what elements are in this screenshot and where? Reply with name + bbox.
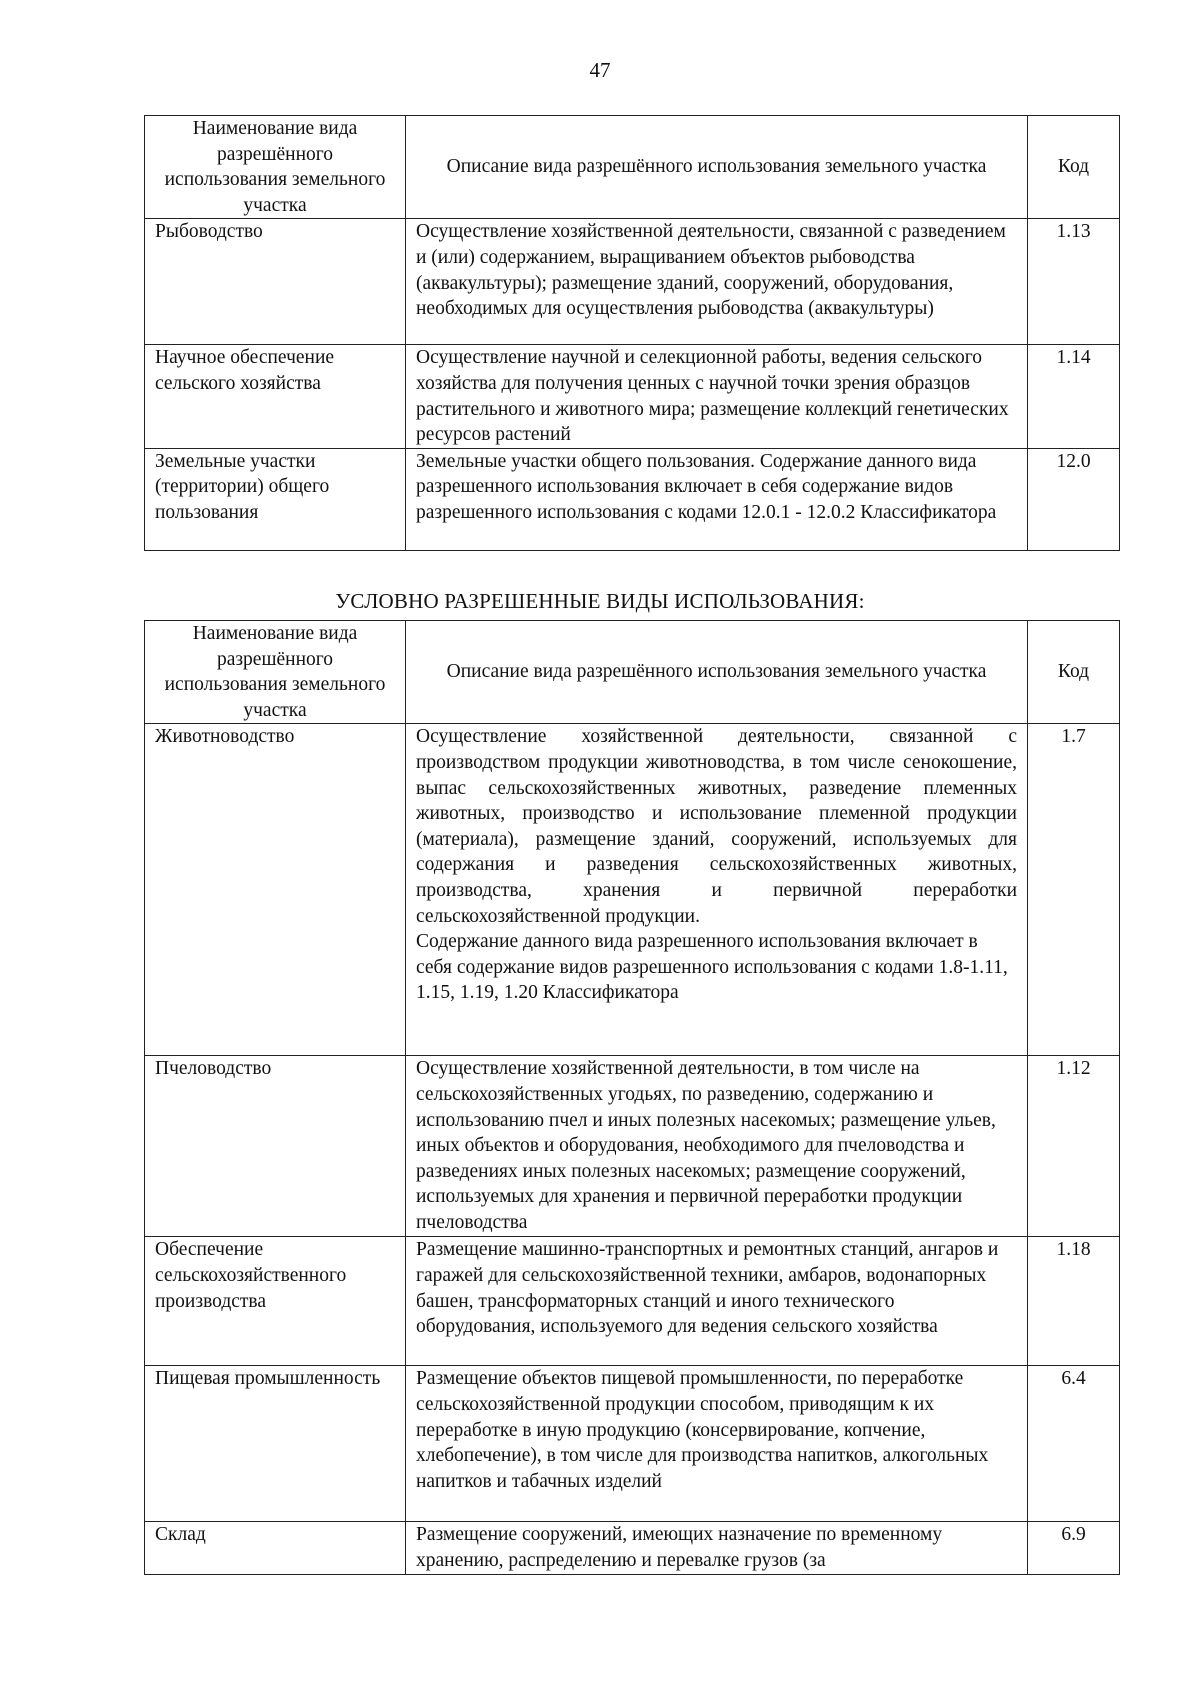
row-name: Обеспечение сельскохозяйственного производства bbox=[145, 1237, 406, 1366]
row-description: Размещение сооружений, имеющих назначение по временному хранению, распределению и перевалке грузов (за bbox=[406, 1522, 1028, 1574]
row-name: Рыбоводство bbox=[145, 219, 406, 345]
conditional-use-table bbox=[144, 620, 1120, 1575]
row-code: 1.14 bbox=[1028, 345, 1120, 448]
row-name: Пчеловодство bbox=[145, 1056, 406, 1237]
table-header-row bbox=[145, 116, 1120, 219]
table-row bbox=[145, 345, 1120, 448]
row-name: Животноводство bbox=[145, 724, 406, 1056]
table-row bbox=[145, 1237, 1120, 1366]
row-code: 1.7 bbox=[1028, 724, 1120, 1056]
table-row bbox=[145, 448, 1120, 550]
row-description: Осуществление научной и селекционной работы, ведения сельского хозяйства для получения ценных с научной точки зрения образцов растительного и животного мира; размещение коллекций генетических ресурсов растений bbox=[406, 345, 1028, 448]
table-row bbox=[145, 1056, 1120, 1237]
row-description: Размещение машинно-транспортных и ремонтных станций, ангаров и гаражей для сельскохозяйственной техники, амбаров, водонапорных башен, трансформаторных станций и иного технического оборудования, используемого для ведения сельского хозяйства bbox=[406, 1237, 1028, 1366]
row-description: Осуществление хозяйственной деятельности, связанной с разведением и (или) содержанием, выращиванием объектов рыбоводства (аквакультуры); размещение зданий, сооружений, оборудования, необходимых для осуществления рыбоводства (аквакультуры) bbox=[406, 219, 1028, 345]
header-name: Наименование вида разрешённого использования земельного участка bbox=[145, 621, 406, 724]
row-description: Земельные участки общего пользования. Содержание данного вида разрешенного использования включает в себя содержание видов разрешенного использования с кодами 12.0.1 - 12.0.2 Классификатора bbox=[406, 448, 1028, 550]
row-name: Пищевая промышленность bbox=[145, 1366, 406, 1522]
table-row bbox=[145, 1522, 1120, 1574]
row-name: Научное обеспечение сельского хозяйства bbox=[145, 345, 406, 448]
row-code: 1.18 bbox=[1028, 1237, 1120, 1366]
permitted-use-table bbox=[144, 115, 1120, 551]
row-description: Размещение объектов пищевой промышленности, по переработке сельскохозяйственной продукции способом, приводящим к их переработке в иную продукцию (консервирование, копчение, хлебопечение), в том числе для производства напитков, алкогольных напитков и табачных изделий bbox=[406, 1366, 1028, 1522]
header-description: Описание вида разрешённого использования земельного участка bbox=[406, 621, 1028, 724]
table-row bbox=[145, 219, 1120, 345]
row-code: 12.0 bbox=[1028, 448, 1120, 550]
row-name: Склад bbox=[145, 1522, 406, 1574]
row-code: 6.4 bbox=[1028, 1366, 1120, 1522]
row-code: 1.13 bbox=[1028, 219, 1120, 345]
row-description-paragraph: Содержание данного вида разрешенного использования включает в себя содержание видов разрешенного использования с кодами 1.8-1.11, 1.15, 1.19, 1.20 Классификатора bbox=[416, 931, 1008, 1004]
header-code: Код bbox=[1028, 621, 1120, 724]
header-name: Наименование вида разрешённого использования земельного участка bbox=[145, 116, 406, 219]
row-code: 6.9 bbox=[1028, 1522, 1120, 1574]
table-row bbox=[145, 1366, 1120, 1522]
row-description-paragraph: Осуществление хозяйственной деятельности, связанной с производством продукции животноводства, в том числе сенокошение, выпас сельскохозяйственных животных, разведение племенных животных, производство и использование племенной продукции (материала), размещение зданий, сооружений, используемых для содержания и разведения сельскохозяйственных животных, производства, хранения и первичной переработки сельскохозяйственной продукции. bbox=[416, 726, 1017, 927]
header-description: Описание вида разрешённого использования земельного участка bbox=[406, 116, 1028, 219]
row-description bbox=[406, 724, 1028, 1056]
table-header-row bbox=[145, 621, 1120, 724]
page-number: 47 bbox=[589, 58, 611, 82]
table-row bbox=[145, 724, 1120, 1056]
row-code: 1.12 bbox=[1028, 1056, 1120, 1237]
row-description: Осуществление хозяйственной деятельности, в том числе на сельскохозяйственных угодьях, по разведению, содержанию и использованию пчел и иных полезных насекомых; размещение ульев, иных объектов и оборудования, необходимого для пчеловодства и разведениях иных полезных насекомых; размещение сооружений, используемых для хранения и первичной переработки продукции пчеловодства bbox=[406, 1056, 1028, 1237]
row-name: Земельные участки (территории) общего пользования bbox=[145, 448, 406, 550]
section-title: УСЛОВНО РАЗРЕШЕННЫЕ ВИДЫ ИСПОЛЬЗОВАНИЯ: bbox=[335, 589, 865, 613]
header-code: Код bbox=[1028, 116, 1120, 219]
